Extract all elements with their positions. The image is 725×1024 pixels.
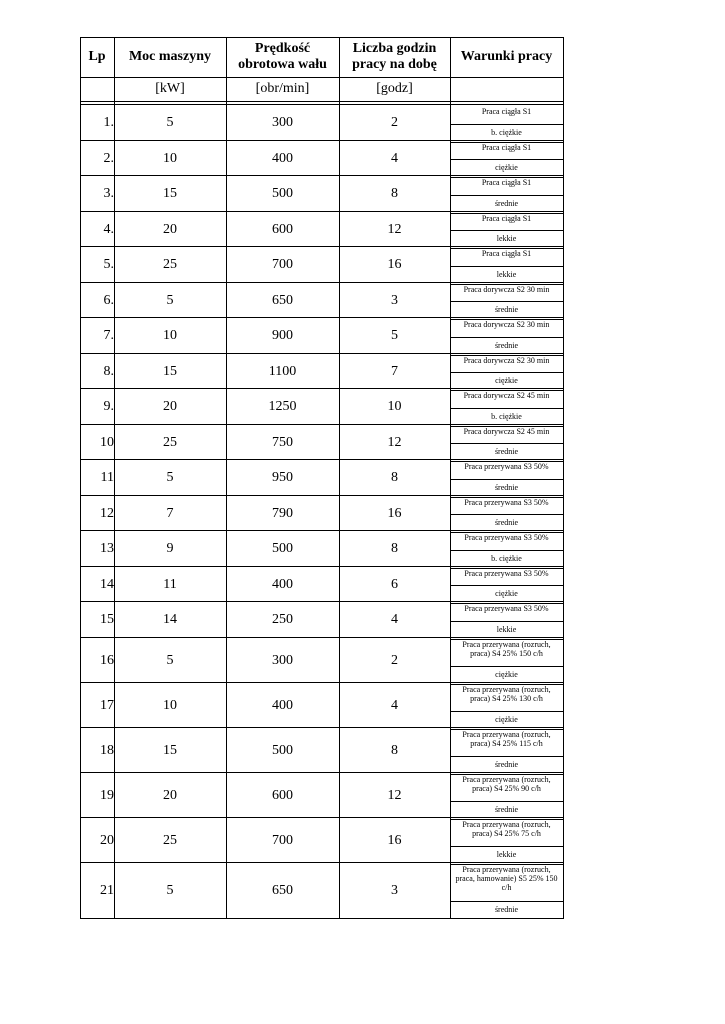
row-number: 6. [103, 292, 114, 308]
cell-godziny: 4 [391, 697, 398, 713]
cell-obciazenie: średnie [494, 518, 519, 527]
row-number: 9. [103, 399, 114, 414]
cell-moc: 5 [166, 470, 174, 485]
cell-predkosc: 500 [272, 186, 293, 201]
cell-predkosc: 950 [272, 470, 293, 485]
cell-moc: 25 [163, 434, 177, 450]
row-number: 13 [100, 541, 114, 556]
cell-godziny: 3 [391, 882, 398, 898]
header-moc-maszyny: Moc maszyny [128, 49, 212, 64]
cell-typ-pracy: Praca dorywcza S2 30 min [463, 320, 550, 329]
cell-obciazenie: średnie [494, 905, 519, 914]
cell-typ-pracy: Praca przerywana (rozruch, praca) S4 25% 130 c/h [462, 685, 551, 703]
cell-obciazenie: średnie [494, 341, 519, 350]
cell-obciazenie: średnie [494, 805, 519, 814]
cell-predkosc: 400 [272, 697, 293, 713]
cell-predkosc: 300 [272, 115, 293, 130]
cell-godziny: 7 [391, 363, 398, 379]
cell-godziny: 4 [391, 612, 398, 627]
cell-obciazenie: b. ciężkie [491, 554, 522, 563]
cell-moc: 5 [166, 115, 174, 130]
cell-typ-pracy: Praca przerywana (rozruch, praca) S4 25% 115 c/h [462, 730, 551, 748]
row-number: 1. [103, 115, 114, 130]
cell-obciazenie: lekkie [496, 850, 517, 859]
cell-typ-pracy: Praca przerywana S3 50% [464, 569, 549, 578]
cell-godziny: 16 [387, 832, 402, 848]
cell-moc: 15 [163, 186, 177, 201]
row-number: 8. [103, 363, 114, 379]
cell-typ-pracy: Praca przerywana S3 50% [464, 498, 549, 507]
unit-liczba: [godz] [376, 81, 413, 96]
row-number: 10 [100, 434, 114, 450]
cell-obciazenie: ciężkie [495, 715, 518, 724]
cell-moc: 5 [166, 292, 174, 308]
cell-predkosc: 400 [272, 576, 293, 592]
cell-typ-pracy: Praca dorywcza S2 45 min [463, 427, 550, 436]
cell-predkosc: 700 [272, 832, 293, 848]
row-number: 5. [103, 257, 114, 272]
cell-predkosc: 650 [272, 292, 293, 308]
cell-godziny: 12 [387, 787, 402, 803]
cell-moc: 10 [163, 697, 177, 713]
cell-obciazenie: średnie [494, 305, 519, 314]
cell-godziny: 16 [387, 257, 402, 272]
cell-predkosc: 900 [272, 328, 293, 343]
cell-typ-pracy: Praca przerywana (rozruch, praca) S4 25% 75 c/h [462, 820, 551, 838]
header-warunki-pracy: Warunki pracy [460, 49, 553, 64]
row-number: 3. [103, 186, 114, 201]
table-border-bottom [80, 918, 564, 919]
cell-predkosc: 500 [272, 742, 293, 758]
row-number: 2. [103, 150, 114, 166]
cell-moc: 10 [163, 328, 177, 343]
row-number: 14 [100, 576, 114, 592]
cell-godziny: 4 [391, 150, 398, 166]
cell-godziny: 16 [387, 505, 402, 521]
cell-moc: 11 [163, 576, 177, 592]
row-number: 7. [103, 328, 114, 343]
cell-predkosc: 600 [272, 787, 293, 803]
cell-predkosc: 790 [272, 505, 293, 521]
cell-obciazenie: średnie [494, 483, 519, 492]
cell-predkosc: 700 [272, 257, 293, 272]
cell-godziny: 10 [387, 399, 402, 414]
row-number: 16 [100, 652, 114, 668]
cell-moc: 25 [163, 832, 177, 848]
cell-godziny: 8 [391, 470, 398, 485]
cell-godziny: 3 [391, 292, 398, 308]
unit-predkosc: [obr/min] [255, 81, 310, 96]
cell-obciazenie: lekkie [496, 625, 517, 634]
row-number: 18 [100, 742, 114, 758]
cell-typ-pracy: Praca przerywana (rozruch, praca) S4 25% 150 c/h [462, 640, 551, 658]
cell-typ-pracy: Praca ciągła S1 [481, 107, 532, 116]
row-number: 19 [100, 787, 114, 803]
cell-obciazenie: b. ciężkie [491, 412, 522, 421]
row-number: 12 [100, 505, 114, 521]
cell-typ-pracy: Praca ciągła S1 [481, 249, 532, 258]
cell-godziny: 8 [391, 541, 398, 556]
cell-godziny: 12 [387, 221, 402, 237]
cell-obciazenie: lekkie [496, 234, 517, 243]
header-liczba-godzin: Liczba godzin pracy na dobę [352, 41, 437, 72]
unit-moc: [kW] [155, 81, 185, 96]
cell-typ-pracy: Praca przerywana S3 50% [464, 533, 549, 542]
cell-obciazenie: ciężkie [495, 163, 518, 172]
cell-obciazenie: ciężkie [495, 670, 518, 679]
row-number: 11 [100, 470, 114, 485]
cell-godziny: 6 [391, 576, 398, 592]
cell-moc: 20 [163, 787, 177, 803]
cell-typ-pracy: Praca ciągła S1 [481, 143, 532, 152]
header-bottom-line [80, 101, 564, 102]
cell-obciazenie: lekkie [496, 270, 517, 279]
cell-godziny: 2 [391, 115, 398, 130]
cell-moc: 5 [166, 652, 174, 668]
cell-predkosc: 750 [272, 434, 293, 450]
cell-moc: 15 [163, 363, 177, 379]
row-number: 21 [100, 882, 114, 898]
cell-moc: 20 [163, 221, 177, 237]
cell-moc: 14 [163, 612, 177, 627]
cell-obciazenie: ciężkie [495, 589, 518, 598]
cell-moc: 15 [163, 742, 177, 758]
cell-obciazenie: b. ciężkie [491, 128, 522, 137]
cell-obciazenie: średnie [494, 447, 519, 456]
row-number: 15 [100, 612, 114, 627]
header-predkosc: Prędkość obrotowa wału [238, 41, 327, 72]
cell-predkosc: 600 [272, 221, 293, 237]
cell-godziny: 5 [391, 328, 398, 343]
cell-moc: 7 [166, 505, 174, 521]
cell-predkosc: 500 [272, 541, 293, 556]
cell-godziny: 8 [391, 186, 398, 201]
cell-godziny: 2 [391, 652, 398, 668]
row-number: 20 [100, 832, 114, 848]
row-number: 17 [100, 697, 114, 713]
cell-moc: 20 [163, 399, 177, 414]
cell-obciazenie: średnie [494, 760, 519, 769]
cell-typ-pracy: Praca przerywana (rozruch, praca) S4 25% 90 c/h [462, 775, 551, 793]
cell-typ-pracy: Praca przerywana (rozruch, praca, hamowanie) S5 25% 150 c/h [455, 865, 558, 892]
cell-godziny: 8 [391, 742, 398, 758]
cell-typ-pracy: Praca dorywcza S2 30 min [463, 285, 550, 294]
cell-predkosc: 650 [272, 882, 293, 898]
cell-typ-pracy: Praca przerywana S3 50% [464, 462, 549, 471]
cell-moc: 5 [166, 882, 174, 898]
cell-predkosc: 300 [272, 652, 293, 668]
cell-predkosc: 1250 [268, 399, 297, 414]
header-lp: Lp [88, 49, 106, 64]
cell-typ-pracy: Praca dorywcza S2 45 min [463, 391, 550, 400]
cell-predkosc: 1100 [268, 363, 297, 379]
cell-predkosc: 400 [272, 150, 293, 166]
cell-obciazenie: ciężkie [495, 376, 518, 385]
cell-typ-pracy: Praca dorywcza S2 30 min [463, 356, 550, 365]
cell-typ-pracy: Praca ciągła S1 [481, 178, 532, 187]
cell-moc: 10 [163, 150, 177, 166]
cell-typ-pracy: Praca przerywana S3 50% [464, 604, 549, 613]
cell-godziny: 12 [387, 434, 402, 450]
column-line-5 [563, 37, 564, 919]
cell-moc: 9 [166, 541, 174, 556]
cell-predkosc: 250 [272, 612, 293, 627]
row-number: 4. [103, 221, 114, 237]
cell-typ-pracy: Praca ciągła S1 [481, 214, 532, 223]
cell-moc: 25 [163, 257, 177, 272]
cell-obciazenie: średnie [494, 199, 519, 208]
